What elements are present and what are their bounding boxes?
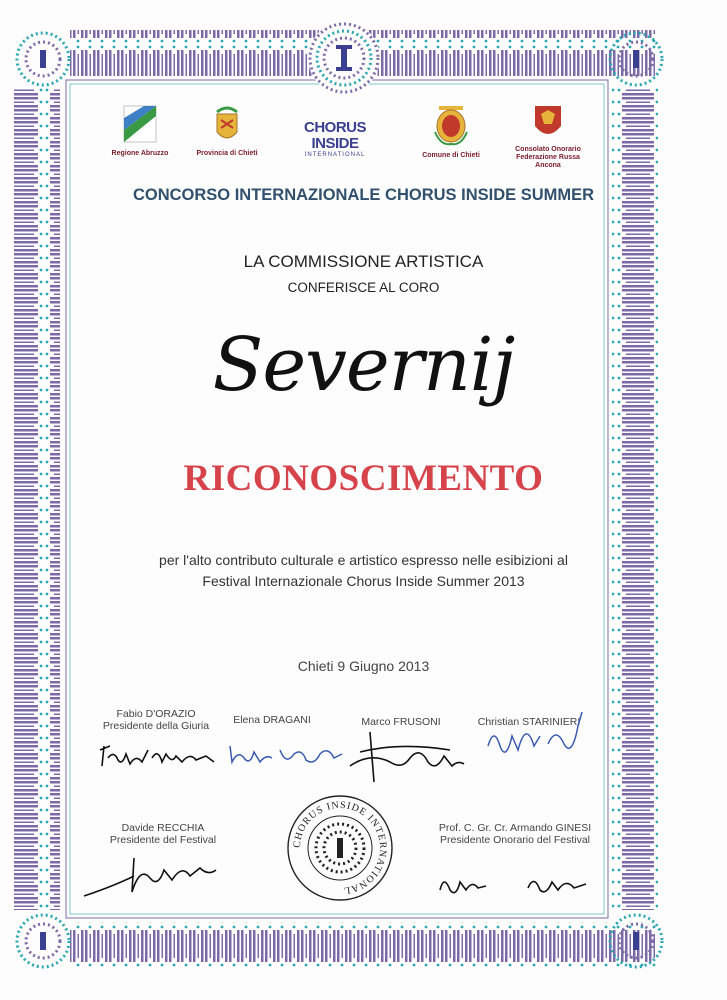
signature-scribble-3 [340,722,470,792]
consolato-logo [508,102,588,170]
sponsor-logos [100,102,627,180]
comune-chieti-crest-icon [431,102,471,148]
signatory-1-role: Presidente della Giuria [102,720,210,732]
description-line-1: per l'alto contributo culturale e artistico espresso nelle esibizioni al [159,552,568,568]
regione-abruzzo-logo [110,102,170,158]
signatory-1 [96,708,216,732]
corner-ornament-bottom-right [605,910,667,972]
signature-scribble-5 [74,846,234,902]
signature-scribble-2 [224,736,348,772]
signatory-4-name: Christian STARINIERI [477,716,581,728]
signatory-3-name: Marco FRUSONI [361,716,441,728]
signatory-5-name: Davide RECCHIA [121,822,205,834]
signature-scribble-1 [96,736,220,776]
comune-chieti-caption: Comune di Chieti [422,152,480,159]
signatory-2-name: Elena DRAGANI [233,714,311,726]
description-line-2: Festival Internazionale Chorus Inside Summer 2013 [202,573,525,589]
signatory-5-role: Presidente del Festival [109,834,217,846]
signatory-6 [430,822,600,846]
chorus-inside-brand: CHORUS INSIDE [303,119,366,152]
corner-ornament-top-left [12,28,74,90]
confer-line: CONFERISCE AL CORO [287,280,440,295]
contest-title: CONCORSO INTERNAZIONALE CHORUS INSIDE SUMMER [132,186,595,204]
signature-scribble-6 [428,860,598,900]
top-emblem [308,22,380,94]
commission-heading: LA COMMISSIONE ARTISTICA [243,252,484,271]
official-stamp [285,793,395,903]
signature-scribble-4 [478,706,588,770]
signatory-2 [222,714,322,726]
stamp-ring-text: CHORUS INSIDE INTERNATIONAL [291,799,389,896]
consolato-caption-3: Ancona [535,162,561,169]
signatory-1-name: Fabio D'ORAZIO [116,708,196,720]
russian-eagle-crest-icon [531,102,565,142]
chorus-inside-sub: INTERNATIONAL [304,152,366,158]
provincia-chieti-crest-icon [209,102,245,146]
signatory-6-name: Prof. C. Gr. Cr. Armando GINESI [438,822,592,834]
signatory-5 [98,822,228,846]
regione-abruzzo-emblem-icon [122,102,158,146]
consolato-caption-1: Consolato Onorario [515,146,581,153]
choir-name: Severnij [212,322,515,408]
comune-chieti-logo [416,102,486,160]
award-description [0,550,727,592]
consolato-caption-2: Federazione Russa [516,154,580,161]
regione-abruzzo-caption: Regione Abruzzo [111,150,169,157]
corner-ornament-top-right [605,28,667,90]
chorus-inside-logo [280,120,390,158]
signatory-6-role: Presidente Onorario del Festival [440,834,590,846]
provincia-chieti-logo [192,102,262,158]
award-title: RICONOSCIMENTO [183,458,544,499]
issue-date: Chieti 9 Giugno 2013 [297,658,430,674]
corner-ornament-bottom-left [12,910,74,972]
provincia-chieti-caption: Provincia di Chieti [196,150,258,157]
